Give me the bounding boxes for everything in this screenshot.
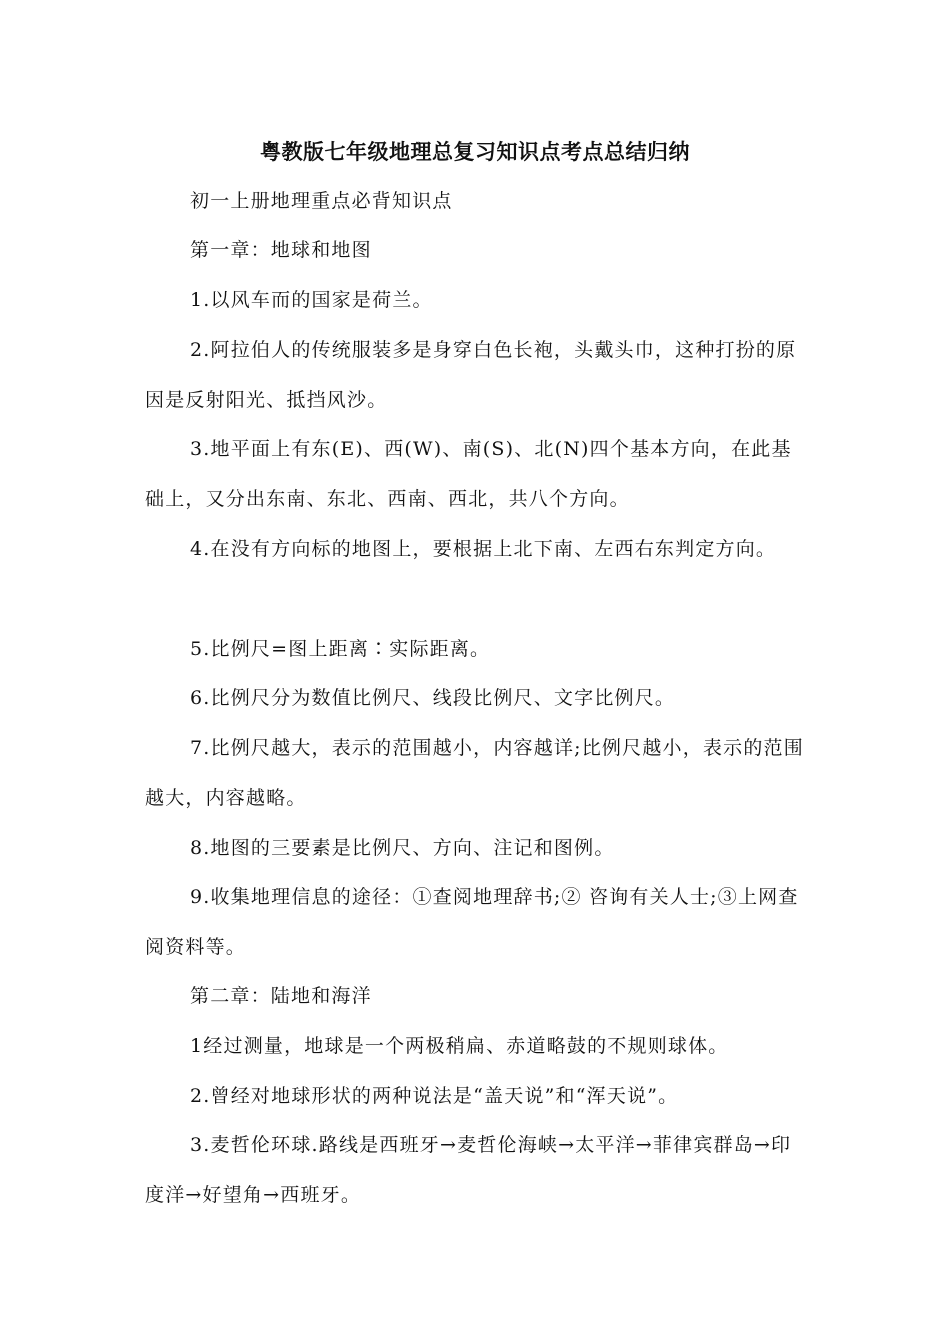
document-title: 粤教版七年级地理总复习知识点考点总结归纳 <box>260 140 690 164</box>
chapter-heading: 第二章：陆地和海洋 <box>190 985 372 1007</box>
paragraph: 9.收集地理信息的途径：①查阅地理辞书;② 咨询有关人士;③上网查阅资料等。 <box>145 886 799 958</box>
paragraph: 1经过测量，地球是一个两极稍扁、赤道略鼓的不规则球体。 <box>190 1035 729 1057</box>
paragraph: 2.阿拉伯人的传统服装多是身穿白色长袍，头戴头巾，这种打扮的原因是反射阳光、抵挡风沙。 <box>145 339 797 411</box>
paragraph: 3.地平面上有东(E)、西(W)、南(S)、北(N)四个基本方向，在此基础上，又分出东南、东北、西南、西北，共八个方向。 <box>145 438 792 510</box>
paragraph: 7.比例尺越大，表示的范围越小，内容越详;比例尺越小，表示的范围越大，内容越略。 <box>145 737 804 809</box>
paragraph: 3.麦哲伦环球.路线是西班牙→麦哲伦海峡→太平洋→菲律宾群岛→印度洋→好望角→西班牙。 <box>145 1134 792 1206</box>
paragraph: 6.比例尺分为数值比例尺、线段比例尺、文字比例尺。 <box>190 687 676 709</box>
paragraph: 4.在没有方向标的地图上，要根据上北下南、左西右东判定方向。 <box>190 538 777 560</box>
chapter-heading: 第一章：地球和地图 <box>190 239 372 261</box>
paragraph: 8.地图的三要素是比例尺、方向、注记和图例。 <box>190 837 615 859</box>
paragraph: 1.以风车而的国家是荷兰。 <box>190 289 433 311</box>
paragraph: 5.比例尺=图上距离∶实际距离。 <box>190 638 491 660</box>
paragraph: 2.曾经对地球形状的两种说法是“盖天说”和“浑天说”。 <box>190 1085 679 1107</box>
section-heading: 初一上册地理重点必背知识点 <box>190 190 453 212</box>
